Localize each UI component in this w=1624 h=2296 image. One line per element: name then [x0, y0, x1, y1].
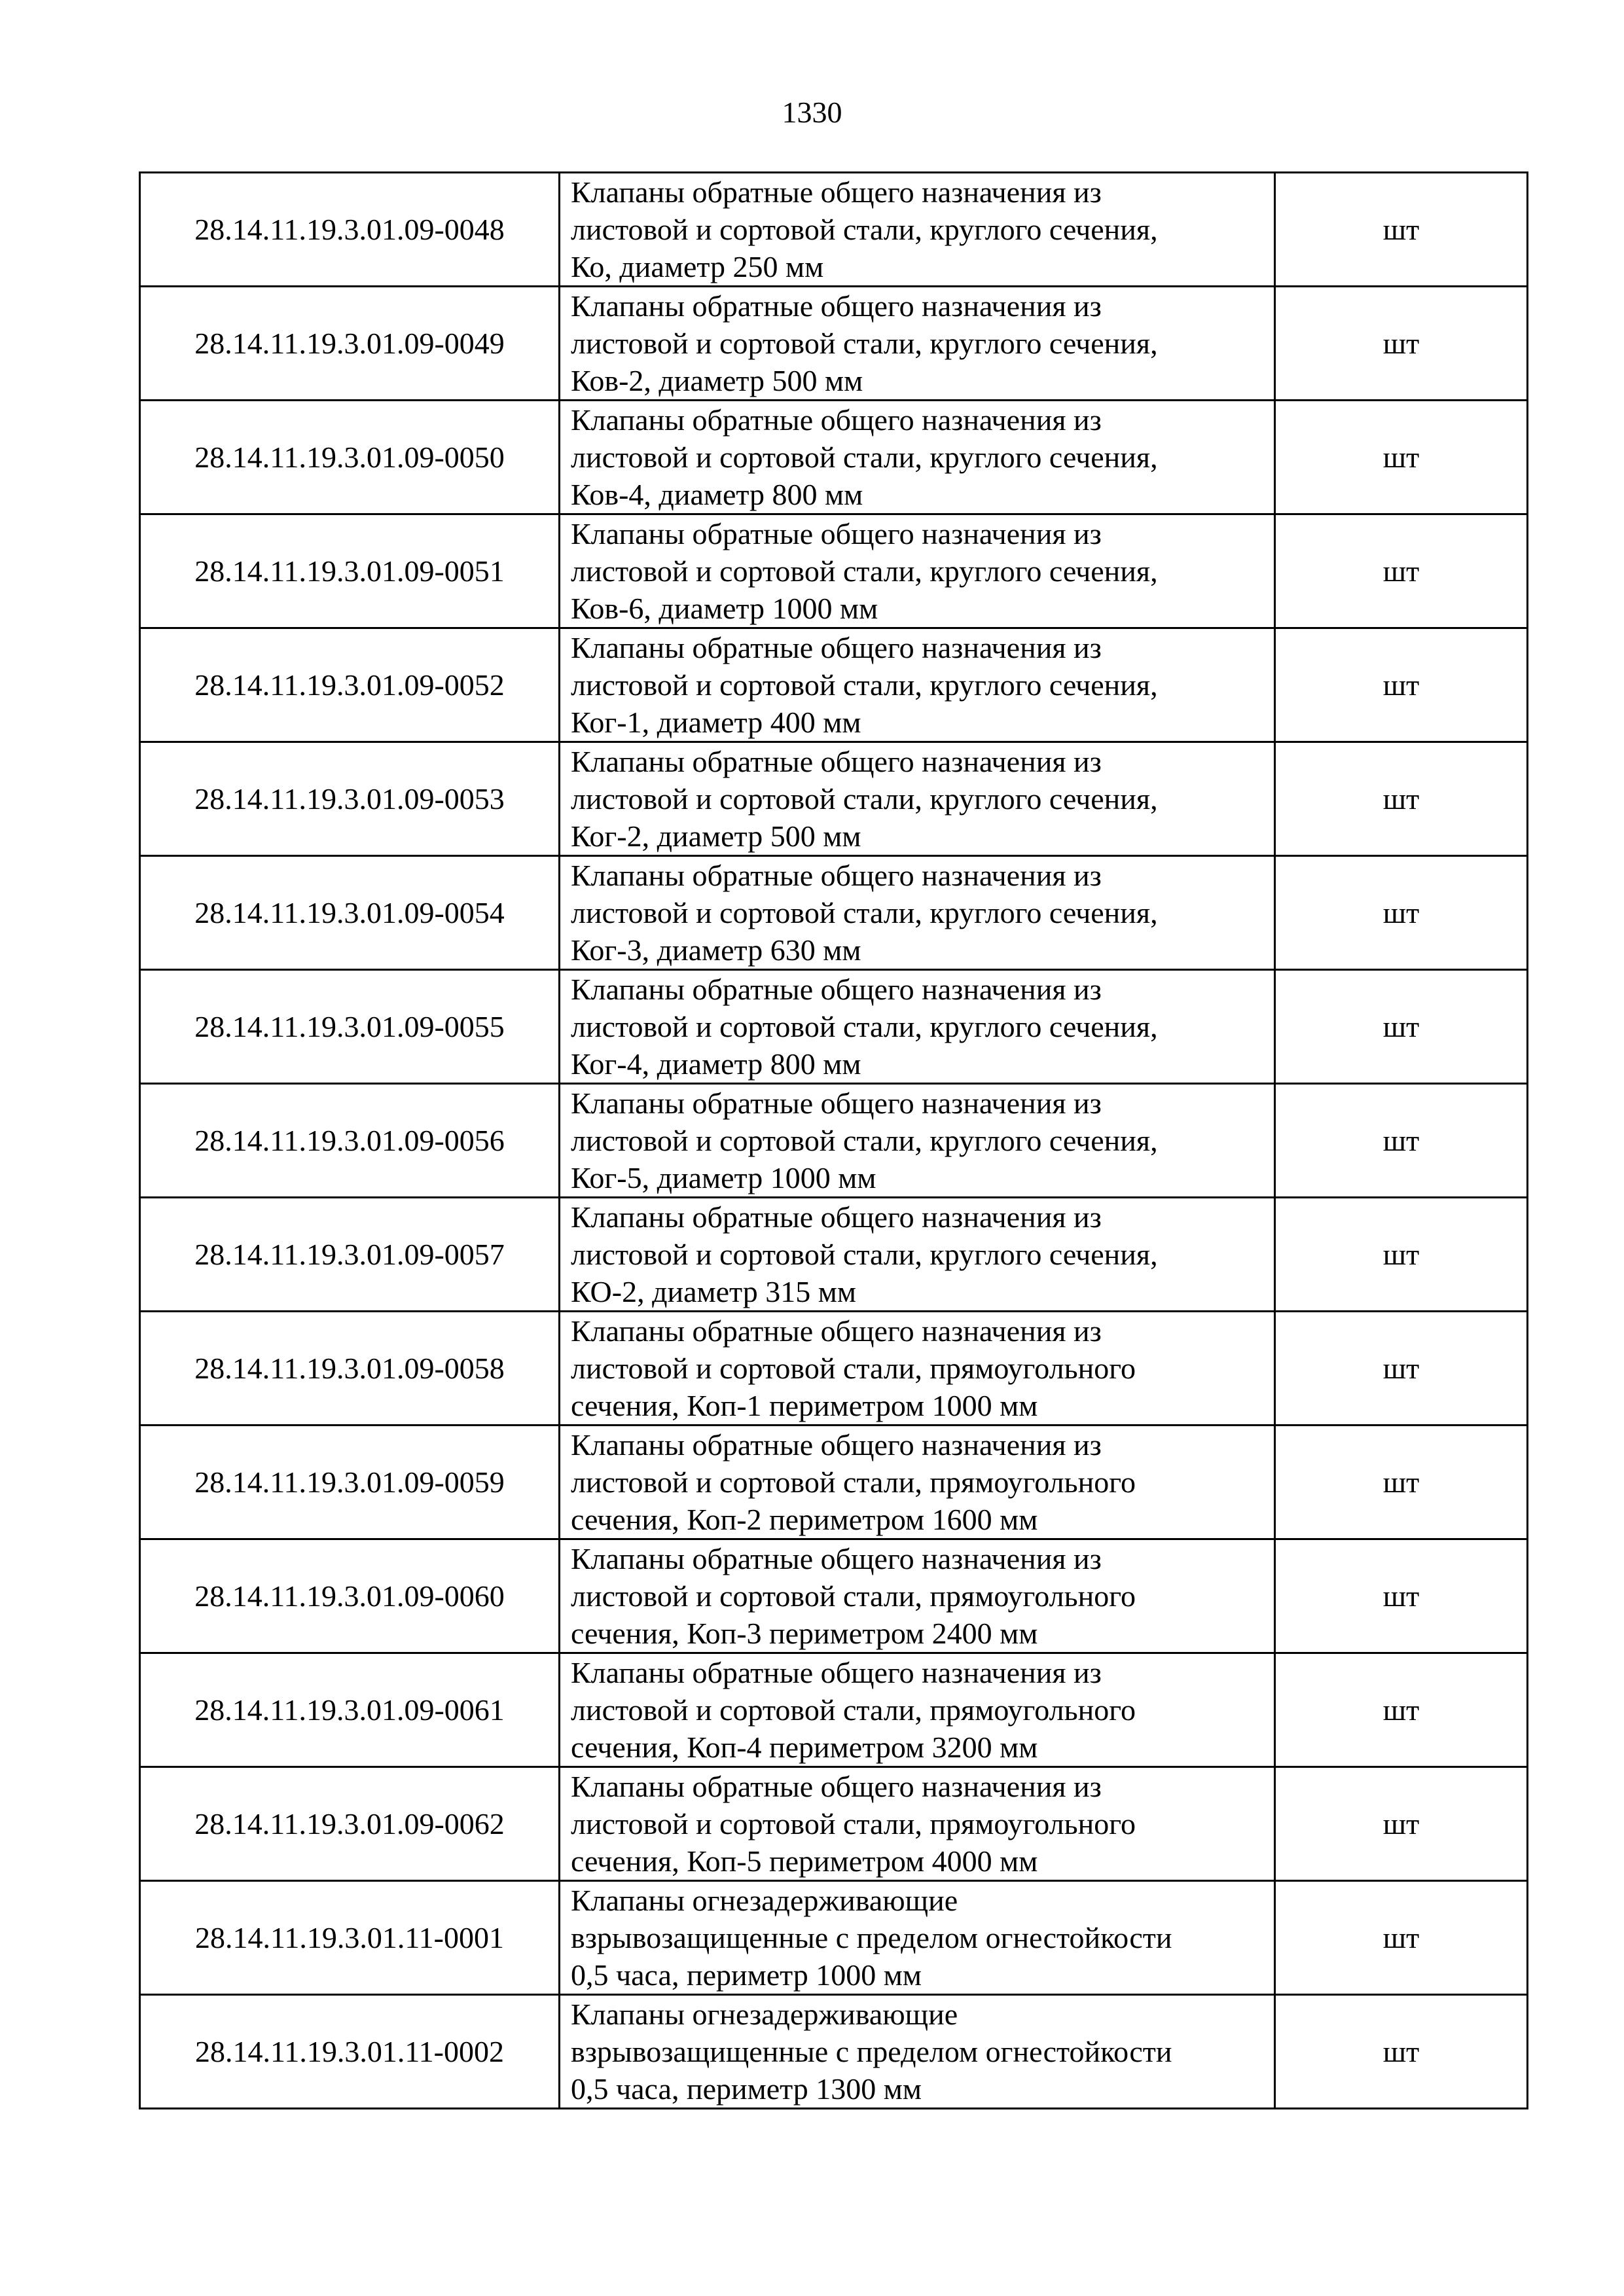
description-line: Ког-3, диаметр 630 мм	[571, 933, 861, 967]
resource-description-cell	[560, 514, 1275, 628]
description-line: листовой и сортовой стали, круглого сечения,	[571, 896, 1158, 929]
description-line: листовой и сортовой стали, круглого сечения,	[571, 1238, 1158, 1271]
description-line: листовой и сортовой стали, прямоугольного	[571, 1579, 1136, 1613]
resource-description-cell	[560, 856, 1275, 970]
resource-code-cell: 28.14.11.19.3.01.09-0055	[140, 970, 560, 1084]
description-line: Клапаны обратные общего назначения из	[571, 973, 1102, 1006]
resource-description-cell	[560, 1312, 1275, 1426]
description-line: листовой и сортовой стали, прямоугольного	[571, 1465, 1136, 1499]
resource-description-cell	[560, 1198, 1275, 1312]
table-row	[140, 287, 1528, 401]
description-line: листовой и сортовой стали, круглого сечения,	[571, 1124, 1158, 1157]
description-line: Клапаны обратные общего назначения из	[571, 175, 1102, 209]
description-line: Клапаны обратные общего назначения из	[571, 1428, 1102, 1462]
unit-cell: шт	[1275, 514, 1528, 628]
table-body	[140, 173, 1528, 2109]
unit-cell: шт	[1275, 1426, 1528, 1539]
table-row	[140, 1084, 1528, 1198]
description-line: листовой и сортовой стали, круглого сечения,	[571, 440, 1158, 474]
unit-cell: шт	[1275, 1767, 1528, 1881]
resource-code-cell: 28.14.11.19.3.01.09-0060	[140, 1539, 560, 1653]
description-line: Клапаны обратные общего назначения из	[571, 1314, 1102, 1348]
description-line: Клапаны обратные общего назначения из	[571, 1542, 1102, 1575]
table-row	[140, 628, 1528, 742]
description-line: сечения, Коп-2 периметром 1600 мм	[571, 1503, 1038, 1536]
resource-code-cell: 28.14.11.19.3.01.09-0048	[140, 173, 560, 287]
description-line: Ког-1, диаметр 400 мм	[571, 706, 861, 739]
unit-cell: шт	[1275, 1539, 1528, 1653]
description-line: Клапаны обратные общего назначения из	[571, 745, 1102, 778]
description-line: 0,5 часа, периметр 1000 мм	[571, 1958, 922, 1992]
table-row	[140, 1426, 1528, 1539]
resource-code-cell: 28.14.11.19.3.01.09-0050	[140, 401, 560, 514]
description-line: КО-2, диаметр 315 мм	[571, 1275, 856, 1308]
description-line: сечения, Коп-3 периметром 2400 мм	[571, 1617, 1038, 1650]
description-line: листовой и сортовой стали, круглого сечения,	[571, 554, 1158, 588]
resource-description-cell	[560, 970, 1275, 1084]
unit-cell: шт	[1275, 1881, 1528, 1995]
resource-description-cell	[560, 1539, 1275, 1653]
description-line: листовой и сортовой стали, круглого сечения,	[571, 327, 1158, 360]
description-line: Ков-6, диаметр 1000 мм	[571, 592, 878, 625]
resource-description-cell	[560, 287, 1275, 401]
description-line: взрывозащищенные с пределом огнестойкости	[571, 1921, 1172, 1954]
resource-description-cell	[560, 1426, 1275, 1539]
unit-cell: шт	[1275, 628, 1528, 742]
description-line: Клапаны обратные общего назначения из	[571, 517, 1102, 550]
description-line: Ког-5, диаметр 1000 мм	[571, 1161, 876, 1194]
resource-code-cell: 28.14.11.19.3.01.09-0049	[140, 287, 560, 401]
table-row	[140, 514, 1528, 628]
description-line: Ков-2, диаметр 500 мм	[571, 364, 863, 397]
unit-cell: шт	[1275, 1084, 1528, 1198]
description-line: листовой и сортовой стали, прямоугольного	[571, 1807, 1136, 1840]
unit-cell: шт	[1275, 970, 1528, 1084]
table-row	[140, 401, 1528, 514]
unit-cell: шт	[1275, 401, 1528, 514]
resource-catalog-table	[139, 171, 1528, 2109]
description-line: сечения, Коп-1 периметром 1000 мм	[571, 1389, 1038, 1422]
table-row	[140, 970, 1528, 1084]
resource-description-cell	[560, 1881, 1275, 1995]
table-row	[140, 1198, 1528, 1312]
description-line: Клапаны обратные общего назначения из	[571, 1770, 1102, 1803]
resource-description-cell	[560, 1767, 1275, 1881]
description-line: Клапаны обратные общего назначения из	[571, 1086, 1102, 1120]
description-line: листовой и сортовой стали, круглого сечения,	[571, 668, 1158, 702]
resource-code-cell: 28.14.11.19.3.01.09-0056	[140, 1084, 560, 1198]
resource-description-cell	[560, 401, 1275, 514]
description-line: Клапаны обратные общего назначения из	[571, 289, 1102, 323]
table-row	[140, 742, 1528, 856]
table-row	[140, 173, 1528, 287]
resource-description-cell	[560, 742, 1275, 856]
unit-cell: шт	[1275, 1198, 1528, 1312]
description-line: листовой и сортовой стали, прямоугольного	[571, 1693, 1136, 1727]
resource-code-cell: 28.14.11.19.3.01.09-0052	[140, 628, 560, 742]
description-line: Клапаны обратные общего назначения из	[571, 403, 1102, 437]
description-line: Клапаны обратные общего назначения из	[571, 1656, 1102, 1689]
unit-cell: шт	[1275, 1995, 1528, 2109]
unit-cell: шт	[1275, 856, 1528, 970]
resource-code-cell: 28.14.11.19.3.01.09-0061	[140, 1653, 560, 1767]
description-line: листовой и сортовой стали, круглого сечения,	[571, 782, 1158, 816]
description-line: сечения, Коп-4 периметром 3200 мм	[571, 1731, 1038, 1764]
description-line: взрывозащищенные с пределом огнестойкости	[571, 2035, 1172, 2068]
table-row	[140, 1653, 1528, 1767]
resource-code-cell: 28.14.11.19.3.01.09-0059	[140, 1426, 560, 1539]
description-line: сечения, Коп-5 периметром 4000 мм	[571, 1844, 1038, 1878]
resource-code-cell: 28.14.11.19.3.01.11-0002	[140, 1995, 560, 2109]
resource-code-cell: 28.14.11.19.3.01.09-0062	[140, 1767, 560, 1881]
page-number: 1330	[782, 96, 842, 129]
resource-code-cell: 28.14.11.19.3.01.09-0053	[140, 742, 560, 856]
unit-cell: шт	[1275, 742, 1528, 856]
table-row	[140, 1312, 1528, 1426]
resource-description-cell	[560, 628, 1275, 742]
description-line: Клапаны обратные общего назначения из	[571, 859, 1102, 892]
description-line: Клапаны огнезадерживающие	[571, 1884, 958, 1917]
resource-description-cell	[560, 173, 1275, 287]
unit-cell: шт	[1275, 1312, 1528, 1426]
resource-code-cell: 28.14.11.19.3.01.09-0054	[140, 856, 560, 970]
unit-cell: шт	[1275, 1653, 1528, 1767]
unit-cell: шт	[1275, 173, 1528, 287]
table-row	[140, 1881, 1528, 1995]
table-row	[140, 1539, 1528, 1653]
description-line: листовой и сортовой стали, прямоугольного	[571, 1352, 1136, 1385]
description-line: Ко, диаметр 250 мм	[571, 250, 824, 283]
description-line: Ког-4, диаметр 800 мм	[571, 1047, 861, 1081]
resource-description-cell	[560, 1995, 1275, 2109]
description-line: Клапаны огнезадерживающие	[571, 1998, 958, 2031]
resource-code-cell: 28.14.11.19.3.01.09-0058	[140, 1312, 560, 1426]
table-row	[140, 1995, 1528, 2109]
resource-code-cell: 28.14.11.19.3.01.09-0051	[140, 514, 560, 628]
resource-description-cell	[560, 1653, 1275, 1767]
description-line: Клапаны обратные общего назначения из	[571, 1200, 1102, 1234]
description-line: листовой и сортовой стали, круглого сечения,	[571, 213, 1158, 246]
description-line: листовой и сортовой стали, круглого сечения,	[571, 1010, 1158, 1043]
table-row	[140, 1767, 1528, 1881]
description-line: Ков-4, диаметр 800 мм	[571, 478, 863, 511]
description-line: 0,5 часа, периметр 1300 мм	[571, 2072, 922, 2106]
table-row	[140, 856, 1528, 970]
resource-description-cell	[560, 1084, 1275, 1198]
description-line: Ког-2, диаметр 500 мм	[571, 819, 861, 853]
unit-cell: шт	[1275, 287, 1528, 401]
resource-code-cell: 28.14.11.19.3.01.09-0057	[140, 1198, 560, 1312]
resource-code-cell: 28.14.11.19.3.01.11-0001	[140, 1881, 560, 1995]
description-line: Клапаны обратные общего назначения из	[571, 631, 1102, 664]
